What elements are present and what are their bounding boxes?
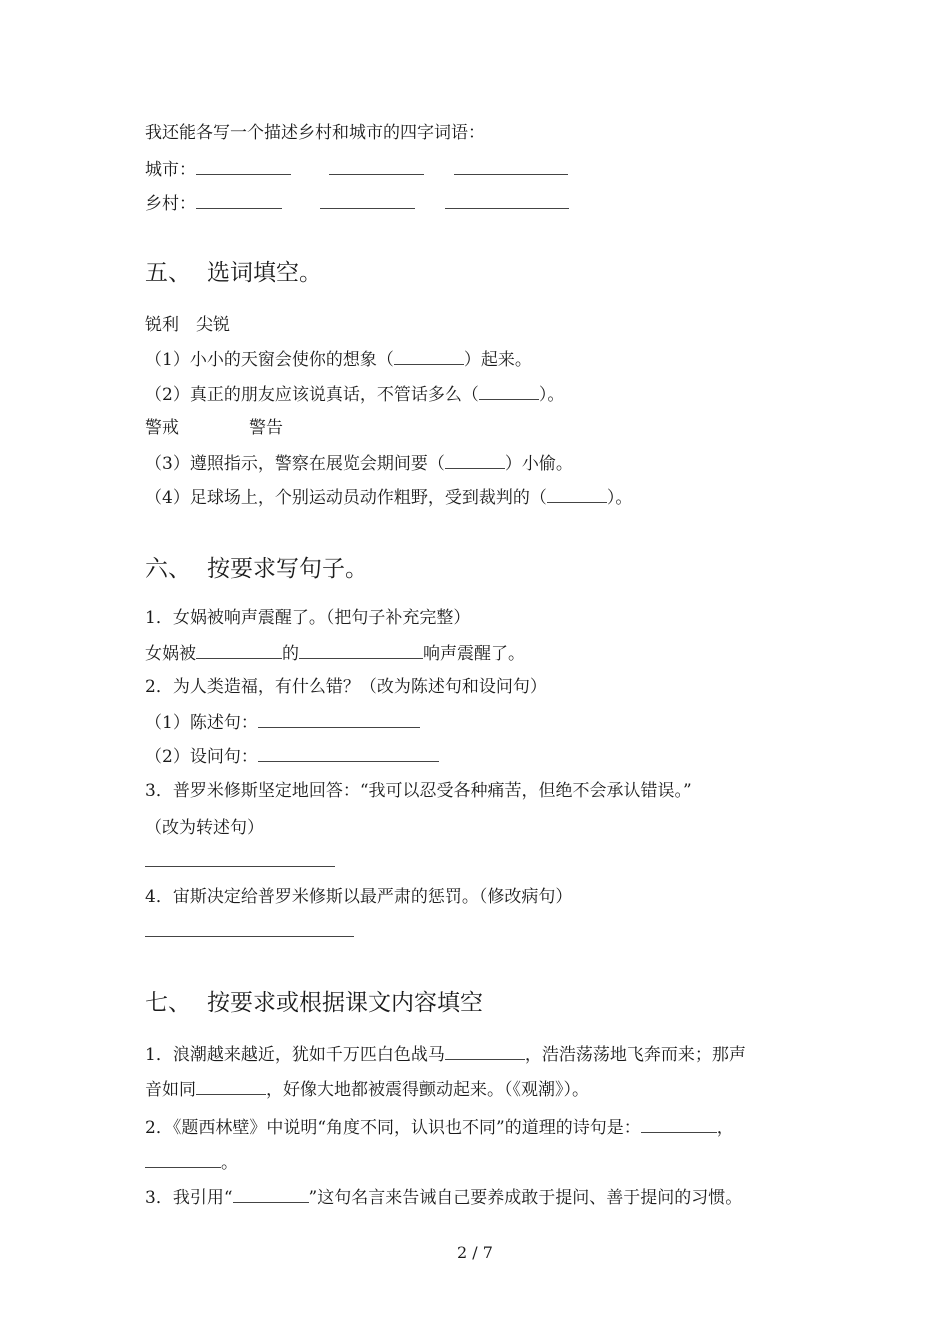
question-text: 1．浪潮越来越近，犹如千万匹白色战马 — [145, 1045, 445, 1065]
question-6-1-answer — [145, 642, 525, 665]
section5-number: 五、 — [145, 260, 191, 286]
question-text: 响声震醒了。 — [423, 644, 525, 664]
page-number: 2 / 7 — [457, 1243, 493, 1262]
word-group-2 — [145, 417, 283, 439]
question-5-3 — [145, 452, 573, 475]
question-7-2-cont — [145, 1151, 238, 1174]
question-text: （2）真正的朋友应该说真话，不管话多么（ — [145, 385, 479, 405]
answer-blank[interactable] — [196, 642, 282, 659]
question-text: ，好像大地都被震得颤动起来。（《观潮》）。 — [266, 1080, 589, 1100]
question-6-1: 1．女娲被响声震醒了。（把句子补充完整） — [145, 608, 471, 628]
answer-blank[interactable] — [299, 642, 423, 659]
question-6-2: 2．为人类造福，有什么错？（改为陈述句和设问句） — [145, 677, 547, 697]
answer-blank[interactable] — [145, 850, 335, 867]
section4-intro: 我还能各写一个描述乡村和城市的四字词语： — [145, 123, 485, 143]
question-5-2 — [145, 383, 564, 406]
section6-title: 按要求写句子。 — [207, 556, 368, 582]
question-7-2 — [145, 1116, 734, 1139]
word-option: 尖锐 — [196, 315, 230, 335]
question-text: 2．《题西林壁》中说明“角度不同，认识也不同”的道理的诗句是： — [145, 1118, 641, 1138]
village-blank-3[interactable] — [445, 192, 569, 209]
question-5-4 — [145, 486, 632, 509]
answer-blank[interactable] — [445, 1043, 525, 1060]
question-text: 音如同 — [145, 1080, 196, 1100]
section7-heading — [145, 988, 483, 1018]
answer-blank[interactable] — [233, 1186, 309, 1203]
question-7-1-cont — [145, 1078, 589, 1101]
question-text: （4）足球场上，个别运动员动作粗野，受到裁判的（ — [145, 488, 547, 508]
answer-blank[interactable] — [145, 920, 354, 937]
question-text: 3．我引用“ — [145, 1188, 233, 1208]
answer-blank[interactable] — [258, 745, 439, 762]
question-text: 女娲被 — [145, 644, 196, 664]
question-text: ”这句名言来告诫自己要养成敢于提问、善于提问的习惯。 — [308, 1188, 743, 1208]
question-6-3-note: （改为转述句） — [145, 818, 264, 838]
section7-number: 七、 — [145, 990, 191, 1016]
question-6-3-answer — [145, 850, 335, 873]
question-text: （2）设问句： — [145, 747, 258, 767]
question-text: ，浩浩荡荡地飞奔而来；那声 — [524, 1045, 746, 1065]
question-text: （3）遵照指示，警察在展览会期间要（ — [145, 454, 445, 474]
city-label: 城市： — [145, 160, 196, 180]
answer-blank[interactable] — [445, 452, 505, 469]
answer-blank[interactable] — [641, 1116, 717, 1133]
village-blank-2[interactable] — [320, 192, 415, 209]
word-option: 警告 — [249, 418, 283, 438]
section5-heading — [145, 258, 322, 288]
question-text: ）。 — [538, 385, 565, 405]
city-blank-1[interactable] — [196, 158, 291, 175]
word-option: 警戒 — [145, 418, 179, 438]
question-6-4-answer — [145, 920, 354, 943]
question-text: ）。 — [606, 488, 633, 508]
question-7-1 — [145, 1043, 746, 1066]
city-row — [145, 158, 568, 181]
word-group-1 — [145, 314, 230, 336]
answer-blank[interactable] — [394, 348, 464, 365]
city-blank-2[interactable] — [329, 158, 424, 175]
question-6-4: 4．宙斯决定给普罗米修斯以最严肃的惩罚。（修改病句） — [145, 887, 573, 907]
answer-blank[interactable] — [258, 711, 420, 728]
village-row — [145, 192, 569, 215]
word-option: 锐利 — [145, 315, 179, 335]
section5-title: 选词填空。 — [207, 260, 322, 286]
question-text: （1）陈述句： — [145, 713, 258, 733]
question-text: ， — [716, 1118, 734, 1138]
question-text: 的 — [282, 644, 299, 664]
question-text: 。 — [221, 1153, 238, 1173]
answer-blank[interactable] — [145, 1151, 221, 1168]
question-5-1 — [145, 348, 532, 371]
answer-blank[interactable] — [479, 383, 539, 400]
village-blank-1[interactable] — [196, 192, 282, 209]
section6-number: 六、 — [145, 556, 191, 582]
question-text: ）起来。 — [463, 350, 532, 370]
section7-title: 按要求或根据课文内容填空 — [207, 990, 483, 1016]
question-7-3 — [145, 1186, 742, 1209]
question-text: （1）小小的天窗会使你的想象（ — [145, 350, 394, 370]
question-6-2-1 — [145, 711, 420, 734]
village-label: 乡村： — [145, 194, 196, 214]
answer-blank[interactable] — [196, 1078, 266, 1095]
section6-heading — [145, 554, 368, 584]
question-6-2-2 — [145, 745, 439, 768]
city-blank-3[interactable] — [454, 158, 568, 175]
question-6-3: 3．普罗米修斯坚定地回答：“我可以忍受各种痛苦，但绝不会承认错误。” — [145, 781, 692, 801]
answer-blank[interactable] — [547, 486, 607, 503]
question-text: ）小偷。 — [504, 454, 573, 474]
